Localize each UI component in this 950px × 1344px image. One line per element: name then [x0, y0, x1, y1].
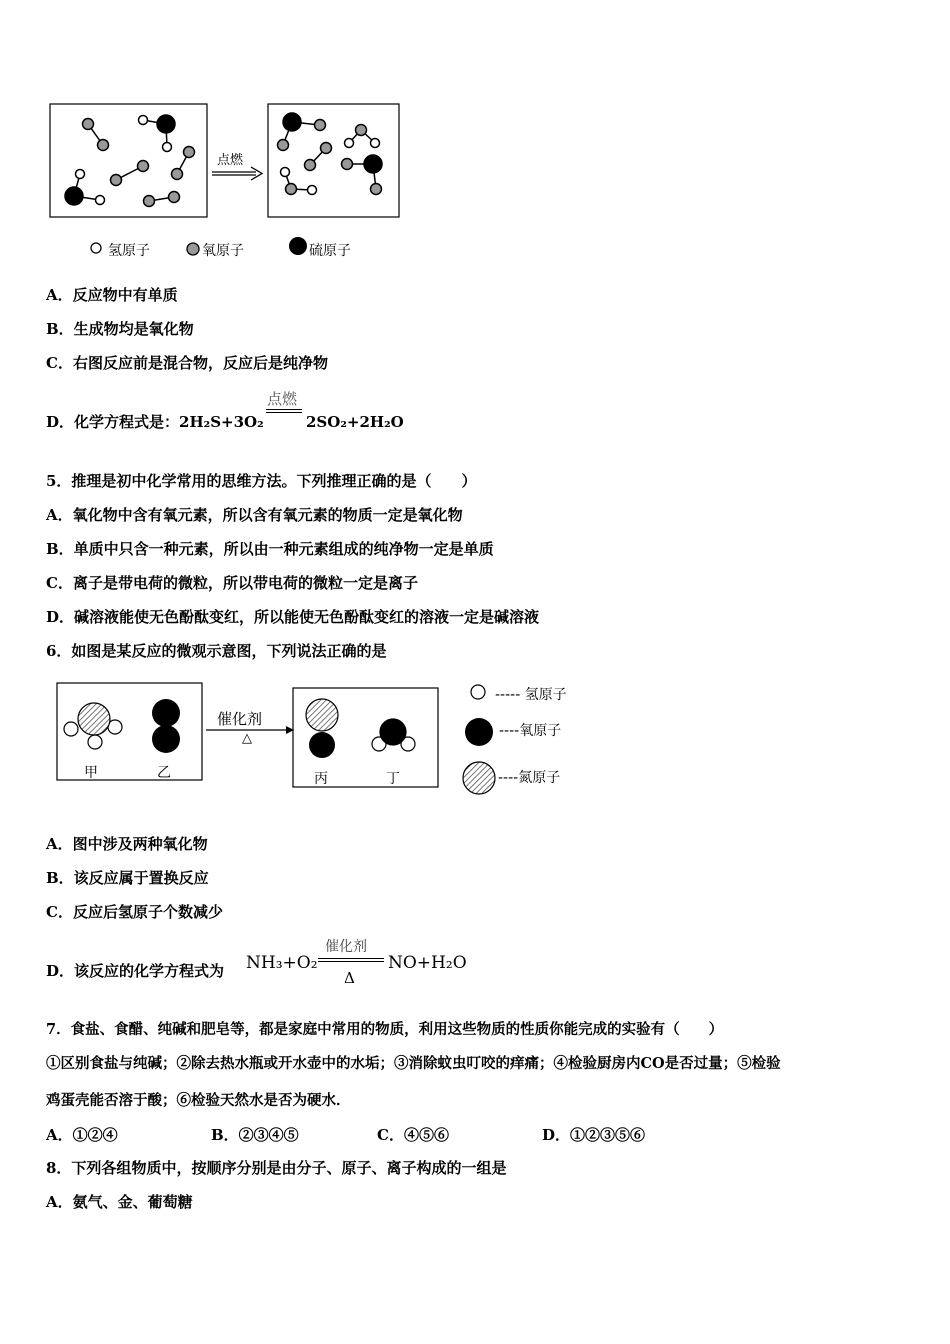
h2s-molecule — [65, 170, 105, 206]
q6-option-a: A．图中涉及两种氧化物 — [46, 835, 208, 853]
q4-option-b: B．生成物均是氧化物 — [46, 320, 194, 338]
reaction-diagram-1 — [0, 0, 950, 270]
legend-hydrogen: 氢原子 — [108, 243, 150, 259]
q5-option-b: B．单质中只含一种元素，所以由一种元素组成的纯净物一定是单质 — [46, 540, 494, 558]
q7-option-a: A．①②④ — [46, 1126, 118, 1144]
q4-equation-condition: 点燃 — [267, 390, 298, 408]
reactants-box — [57, 683, 202, 780]
q5-stem: 5．推理是初中化学常用的思维方法。下列推理正确的是（ ） — [46, 472, 477, 490]
nh3-molecule — [64, 703, 122, 749]
so2-molecule — [278, 113, 326, 151]
q4-option-c: C．右图反应前是混合物，反应后是纯净物 — [46, 354, 328, 372]
q8-option-a: A．氨气、金、葡萄糖 — [46, 1193, 193, 1211]
q4-equation-right: 2SO₂+2H₂O — [306, 413, 404, 431]
hydrogen-atom-icon — [91, 243, 101, 253]
label-ding: 丁 — [386, 771, 400, 787]
legend-hydrogen: ----- 氢原子 — [495, 687, 567, 703]
legend-oxygen: 氧原子 — [202, 243, 244, 259]
h2o-molecule — [345, 125, 380, 148]
q4-option-d-prefix: D．化学方程式是： — [46, 413, 180, 431]
q5-option-d: D．碱溶液能使无色酚酞变红，所以能使无色酚酞变红的溶液一定是碱溶液 — [46, 608, 540, 626]
legend-oxygen: ----氧原子 — [499, 723, 562, 739]
q7-items-line1: ①区别食盐与纯碱；②除去热水瓶或开水壶中的水垢；③消除蚊虫叮咬的痒痛；④检验厨房内CO是否过量；⑤检验 — [46, 1055, 781, 1072]
q7-stem: 7．食盐、食醋、纯碱和肥皂等，都是家庭中常用的物质，利用这些物质的性质你能完成的实验有（ ） — [46, 1021, 724, 1038]
q6-equation-bar — [318, 958, 384, 962]
q8-stem: 8．下列各组物质中，按顺序分别是由分子、原子、离子构成的一组是 — [46, 1159, 507, 1177]
h2s-molecule — [139, 115, 176, 152]
o2-molecule — [305, 143, 332, 171]
q6-equation-left: NH₃+O₂ — [246, 953, 318, 973]
q7-option-b: B．②③④⑤ — [211, 1126, 299, 1144]
nitrogen-atom-icon — [463, 762, 495, 794]
o2-molecule — [83, 119, 109, 151]
arrow-label: 点燃 — [217, 153, 244, 168]
o2-molecule — [172, 147, 195, 180]
q6-stem: 6．如图是某反应的微观示意图，下列说法正确的是 — [46, 642, 387, 660]
label-bing: 丙 — [314, 771, 328, 787]
o2-molecule — [152, 699, 180, 753]
o2-molecule — [144, 192, 180, 207]
oxygen-atom-icon — [187, 243, 199, 255]
h2o-molecule — [372, 719, 415, 751]
oxygen-atom-icon — [465, 718, 493, 746]
q7-option-c: C．④⑤⑥ — [377, 1126, 449, 1144]
sulfur-atom-icon — [289, 237, 307, 255]
hydrogen-atom-icon — [471, 685, 485, 699]
legend-sulfur: 硫原子 — [309, 243, 351, 259]
q7-option-d: D．①②③⑤⑥ — [542, 1126, 646, 1144]
q4-equation-left: 2H₂S+3O₂ — [179, 413, 264, 431]
q6-option-d: D．该反应的化学方程式为 — [46, 962, 225, 980]
q6-option-b: B．该反应属于置换反应 — [46, 869, 209, 887]
q7-items-line2: 鸡蛋壳能否溶于酸；⑥检验天然水是否为硬水． — [46, 1092, 351, 1109]
no-molecule — [306, 699, 338, 758]
q4-option-d — [46, 412, 264, 432]
reaction-diagram-2 — [0, 675, 950, 805]
q6-equation-condition-top: 催化剂 — [325, 939, 367, 955]
q6-option-c: C．反应后氢原子个数减少 — [46, 903, 223, 921]
arrow-label-heat: △ — [242, 731, 252, 746]
legend-nitrogen: ----氮原子 — [498, 770, 561, 786]
q6-equation-right: NO+H₂O — [388, 953, 467, 973]
label-yi: 乙 — [157, 765, 171, 781]
so2-molecule — [342, 155, 383, 195]
label-jia: 甲 — [84, 765, 98, 781]
h2o-molecule — [281, 168, 317, 195]
arrow-label-catalyst: 催化剂 — [217, 710, 263, 728]
q4-option-a: A．反应物中有单质 — [46, 286, 178, 304]
q4-equation-bar — [266, 409, 302, 413]
q5-option-a: A．氧化物中含有氧元素，所以含有氧元素的物质一定是氧化物 — [46, 506, 463, 524]
q5-option-c: C．离子是带电荷的微粒，所以带电荷的微粒一定是离子 — [46, 574, 418, 592]
q6-equation-condition-bottom: Δ — [344, 969, 355, 987]
o2-molecule — [111, 161, 149, 186]
